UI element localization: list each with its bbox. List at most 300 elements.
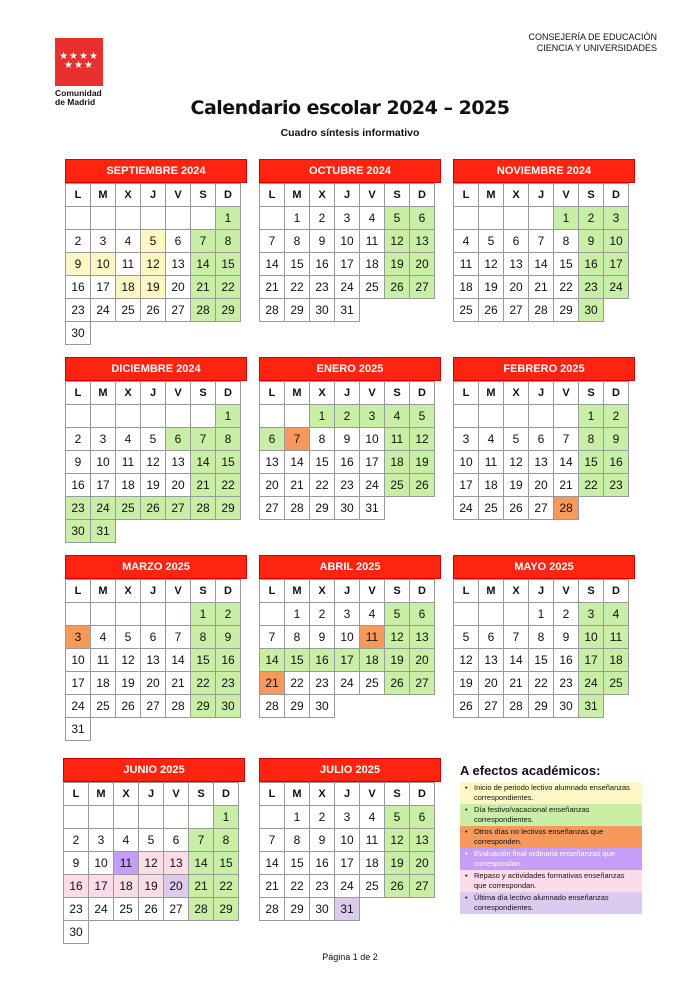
day-cell: 1 xyxy=(285,806,310,829)
week-row xyxy=(66,276,241,299)
weekday-header: X xyxy=(116,184,141,207)
month-title: MARZO 2025 xyxy=(65,555,247,579)
day-cell: 13 xyxy=(166,253,191,276)
weekday-header: X xyxy=(310,580,335,603)
month-grid xyxy=(453,381,629,520)
weekday-header: D xyxy=(214,783,239,806)
day-cell: 11 xyxy=(91,649,116,672)
legend-item-lavender: • Última día lectivo alumnado enseñanzas correspondientes. xyxy=(460,892,642,914)
month-calendar xyxy=(259,555,441,718)
day-cell: 24 xyxy=(89,898,114,921)
day-cell: 7 xyxy=(529,230,554,253)
weekday-header: L xyxy=(454,382,479,405)
month-grid xyxy=(453,579,629,718)
day-cell: 18 xyxy=(360,649,385,672)
weekday-header: L xyxy=(66,382,91,405)
week-row xyxy=(454,299,629,322)
month-calendar xyxy=(259,159,441,322)
day-cell: 4 xyxy=(454,230,479,253)
empty-cell xyxy=(116,322,141,345)
month-title: OCTUBRE 2024 xyxy=(259,159,441,183)
day-cell: 6 xyxy=(410,806,435,829)
day-cell: 15 xyxy=(216,253,241,276)
day-cell: 22 xyxy=(529,672,554,695)
day-cell: 4 xyxy=(604,603,629,626)
empty-cell xyxy=(335,695,360,718)
day-cell: 31 xyxy=(335,299,360,322)
day-cell: 9 xyxy=(604,428,629,451)
day-cell: 2 xyxy=(310,207,335,230)
day-cell: 14 xyxy=(554,451,579,474)
weekday-header: M xyxy=(91,184,116,207)
weekday-header: V xyxy=(360,783,385,806)
day-cell: 14 xyxy=(260,253,285,276)
day-cell: 8 xyxy=(529,626,554,649)
day-cell: 10 xyxy=(91,451,116,474)
day-cell: 3 xyxy=(335,603,360,626)
day-cell: 27 xyxy=(164,898,189,921)
week-row xyxy=(260,806,435,829)
day-cell: 29 xyxy=(216,497,241,520)
day-cell: 18 xyxy=(116,276,141,299)
day-cell: 1 xyxy=(579,405,604,428)
empty-cell xyxy=(164,806,189,829)
weekday-header: J xyxy=(529,184,554,207)
month-title: DICIEMBRE 2024 xyxy=(65,357,247,381)
day-cell: 7 xyxy=(166,626,191,649)
day-cell: 22 xyxy=(285,672,310,695)
day-cell: 24 xyxy=(91,497,116,520)
day-cell: 14 xyxy=(260,649,285,672)
empty-cell xyxy=(166,520,191,543)
day-cell: 6 xyxy=(141,626,166,649)
day-cell: 14 xyxy=(166,649,191,672)
empty-cell xyxy=(191,207,216,230)
legend-items xyxy=(460,782,642,914)
day-cell: 5 xyxy=(116,626,141,649)
day-cell: 16 xyxy=(579,253,604,276)
day-cell: 10 xyxy=(454,451,479,474)
day-cell: 13 xyxy=(479,649,504,672)
day-cell: 11 xyxy=(116,451,141,474)
day-cell: 6 xyxy=(166,230,191,253)
week-row xyxy=(66,299,241,322)
empty-cell xyxy=(89,806,114,829)
day-cell: 15 xyxy=(310,451,335,474)
week-row xyxy=(66,672,241,695)
week-row xyxy=(260,405,435,428)
week-row xyxy=(454,603,629,626)
weekday-header: V xyxy=(360,382,385,405)
empty-cell xyxy=(141,405,166,428)
day-cell: 22 xyxy=(285,875,310,898)
week-row xyxy=(260,898,435,921)
weekday-header: D xyxy=(216,184,241,207)
day-cell: 25 xyxy=(360,875,385,898)
weekday-header: J xyxy=(335,783,360,806)
day-cell: 9 xyxy=(66,253,91,276)
day-cell: 24 xyxy=(335,875,360,898)
day-cell: 2 xyxy=(66,428,91,451)
day-cell: 20 xyxy=(410,649,435,672)
day-cell: 19 xyxy=(385,852,410,875)
day-cell: 20 xyxy=(166,276,191,299)
month-calendar xyxy=(65,555,247,741)
empty-cell xyxy=(139,806,164,829)
day-cell: 28 xyxy=(260,898,285,921)
empty-cell xyxy=(191,405,216,428)
day-cell: 25 xyxy=(385,474,410,497)
day-cell: 20 xyxy=(529,474,554,497)
day-cell: 29 xyxy=(191,695,216,718)
month-title: MAYO 2025 xyxy=(453,555,635,579)
day-cell: 1 xyxy=(554,207,579,230)
day-cell: 21 xyxy=(260,672,285,695)
day-cell: 30 xyxy=(66,520,91,543)
weekday-header: J xyxy=(139,783,164,806)
day-cell: 26 xyxy=(141,497,166,520)
empty-cell xyxy=(91,603,116,626)
day-cell: 25 xyxy=(360,276,385,299)
day-cell: 14 xyxy=(191,451,216,474)
day-cell: 1 xyxy=(214,806,239,829)
day-cell: 26 xyxy=(504,497,529,520)
legend xyxy=(460,763,642,914)
day-cell: 27 xyxy=(410,672,435,695)
weekday-header: S xyxy=(579,580,604,603)
empty-cell xyxy=(189,921,214,944)
week-row xyxy=(64,898,239,921)
day-cell: 9 xyxy=(216,626,241,649)
day-cell: 24 xyxy=(335,672,360,695)
day-cell: 2 xyxy=(335,405,360,428)
empty-cell xyxy=(479,603,504,626)
day-cell: 13 xyxy=(260,451,285,474)
empty-cell xyxy=(216,718,241,741)
empty-cell xyxy=(479,207,504,230)
day-cell: 28 xyxy=(260,695,285,718)
month-title: JULIO 2025 xyxy=(259,758,441,782)
day-cell: 13 xyxy=(410,829,435,852)
day-cell: 2 xyxy=(66,230,91,253)
day-cell: 1 xyxy=(285,603,310,626)
day-cell: 12 xyxy=(116,649,141,672)
weekday-header: S xyxy=(191,184,216,207)
day-cell: 10 xyxy=(335,829,360,852)
weekday-header: M xyxy=(285,184,310,207)
day-cell: 6 xyxy=(260,428,285,451)
day-cell: 4 xyxy=(360,207,385,230)
day-cell: 1 xyxy=(285,207,310,230)
weekday-header: D xyxy=(604,184,629,207)
day-cell: 10 xyxy=(89,852,114,875)
org-line-2: de Madrid xyxy=(55,97,96,107)
day-cell: 3 xyxy=(89,829,114,852)
empty-cell xyxy=(554,405,579,428)
day-cell: 20 xyxy=(164,875,189,898)
day-cell: 16 xyxy=(64,875,89,898)
day-cell: 13 xyxy=(529,451,554,474)
day-cell: 29 xyxy=(554,299,579,322)
day-cell: 8 xyxy=(579,428,604,451)
empty-cell xyxy=(64,806,89,829)
day-cell: 30 xyxy=(66,322,91,345)
legend-item-green: • Día festivo/vacacional enseñanzas correspondientes. xyxy=(460,804,642,826)
day-cell: 27 xyxy=(141,695,166,718)
day-cell: 5 xyxy=(410,405,435,428)
day-cell: 11 xyxy=(114,852,139,875)
day-cell: 17 xyxy=(91,276,116,299)
weekday-header: S xyxy=(385,580,410,603)
empty-cell xyxy=(191,718,216,741)
empty-cell xyxy=(604,299,629,322)
empty-cell xyxy=(479,405,504,428)
day-cell: 12 xyxy=(385,230,410,253)
day-cell: 28 xyxy=(191,497,216,520)
day-cell: 17 xyxy=(360,451,385,474)
day-cell: 26 xyxy=(454,695,479,718)
weekday-header: J xyxy=(529,580,554,603)
weekday-header: X xyxy=(116,382,141,405)
day-cell: 21 xyxy=(260,875,285,898)
week-row xyxy=(454,695,629,718)
weekday-header: V xyxy=(554,184,579,207)
weekday-header: M xyxy=(285,580,310,603)
day-cell: 8 xyxy=(285,829,310,852)
weekday-header: M xyxy=(285,783,310,806)
empty-cell xyxy=(114,921,139,944)
empty-cell xyxy=(260,806,285,829)
day-cell: 30 xyxy=(64,921,89,944)
week-row xyxy=(260,207,435,230)
page-subtitle: Cuadro síntesis informativo xyxy=(280,127,420,139)
day-cell: 15 xyxy=(214,852,239,875)
day-cell: 18 xyxy=(479,474,504,497)
empty-cell xyxy=(114,806,139,829)
day-cell: 27 xyxy=(410,276,435,299)
department xyxy=(528,32,657,54)
week-row xyxy=(260,451,435,474)
day-cell: 14 xyxy=(189,852,214,875)
day-cell: 16 xyxy=(604,451,629,474)
day-cell: 6 xyxy=(166,428,191,451)
week-row xyxy=(66,322,241,345)
weekday-header: S xyxy=(385,184,410,207)
month-title: ENERO 2025 xyxy=(259,357,441,381)
day-cell: 4 xyxy=(360,806,385,829)
comunidad-madrid-logo: ★★★★ ★★★ xyxy=(55,38,103,86)
week-row xyxy=(66,207,241,230)
day-cell: 29 xyxy=(529,695,554,718)
day-cell: 3 xyxy=(454,428,479,451)
day-cell: 20 xyxy=(504,276,529,299)
day-cell: 23 xyxy=(554,672,579,695)
day-cell: 14 xyxy=(529,253,554,276)
day-cell: 23 xyxy=(64,898,89,921)
day-cell: 23 xyxy=(604,474,629,497)
day-cell: 27 xyxy=(410,875,435,898)
day-cell: 5 xyxy=(504,428,529,451)
day-cell: 18 xyxy=(360,253,385,276)
month-grid xyxy=(65,381,241,543)
month-title: NOVIEMBRE 2024 xyxy=(453,159,635,183)
month-grid xyxy=(63,782,239,944)
day-cell: 4 xyxy=(116,230,141,253)
day-cell: 21 xyxy=(260,276,285,299)
legend-item-pink: • Repaso y actividades formativas enseñanzas que correspondan. xyxy=(460,870,642,892)
day-cell: 23 xyxy=(310,276,335,299)
day-cell: 7 xyxy=(260,626,285,649)
week-row xyxy=(454,276,629,299)
week-row xyxy=(454,497,629,520)
empty-cell xyxy=(166,405,191,428)
day-cell: 15 xyxy=(191,649,216,672)
day-cell: 12 xyxy=(479,253,504,276)
day-cell: 17 xyxy=(91,474,116,497)
empty-cell xyxy=(66,207,91,230)
day-cell: 18 xyxy=(454,276,479,299)
weekday-header: S xyxy=(191,580,216,603)
week-row xyxy=(260,428,435,451)
day-cell: 29 xyxy=(214,898,239,921)
weekday-header: L xyxy=(260,783,285,806)
month-grid xyxy=(259,579,435,718)
empty-cell xyxy=(164,921,189,944)
day-cell: 8 xyxy=(285,626,310,649)
day-cell: 11 xyxy=(604,626,629,649)
page-title: Calendario escolar 2024 – 2025 xyxy=(190,97,510,119)
empty-cell xyxy=(410,695,435,718)
empty-cell xyxy=(360,898,385,921)
week-row xyxy=(454,626,629,649)
day-cell: 10 xyxy=(91,253,116,276)
weekday-header: S xyxy=(385,382,410,405)
day-cell: 5 xyxy=(139,829,164,852)
weekday-header: L xyxy=(260,580,285,603)
day-cell: 2 xyxy=(604,405,629,428)
day-cell: 11 xyxy=(385,428,410,451)
day-cell: 23 xyxy=(310,672,335,695)
day-cell: 25 xyxy=(454,299,479,322)
day-cell: 7 xyxy=(260,829,285,852)
day-cell: 12 xyxy=(454,649,479,672)
day-cell: 5 xyxy=(479,230,504,253)
month-grid xyxy=(65,183,241,345)
day-cell: 19 xyxy=(116,672,141,695)
day-cell: 27 xyxy=(260,497,285,520)
day-cell: 13 xyxy=(141,649,166,672)
week-row xyxy=(260,852,435,875)
day-cell: 22 xyxy=(554,276,579,299)
empty-cell xyxy=(454,405,479,428)
day-cell: 26 xyxy=(479,299,504,322)
weekday-header: S xyxy=(579,382,604,405)
empty-cell xyxy=(260,405,285,428)
day-cell: 22 xyxy=(285,276,310,299)
month-calendar xyxy=(453,555,635,718)
day-cell: 20 xyxy=(479,672,504,695)
weekday-header: V xyxy=(166,580,191,603)
day-cell: 26 xyxy=(410,474,435,497)
day-cell: 26 xyxy=(385,276,410,299)
day-cell: 17 xyxy=(335,649,360,672)
day-cell: 2 xyxy=(554,603,579,626)
month-calendar xyxy=(65,357,247,543)
day-cell: 17 xyxy=(89,875,114,898)
week-row xyxy=(260,230,435,253)
empty-cell xyxy=(191,322,216,345)
day-cell: 18 xyxy=(114,875,139,898)
day-cell: 8 xyxy=(310,428,335,451)
day-cell: 9 xyxy=(310,829,335,852)
day-cell: 16 xyxy=(335,451,360,474)
week-row xyxy=(454,672,629,695)
day-cell: 29 xyxy=(285,898,310,921)
day-cell: 16 xyxy=(216,649,241,672)
empty-cell xyxy=(454,207,479,230)
week-row xyxy=(260,875,435,898)
day-cell: 6 xyxy=(479,626,504,649)
day-cell: 29 xyxy=(285,695,310,718)
week-row xyxy=(454,405,629,428)
day-cell: 23 xyxy=(310,875,335,898)
day-cell: 4 xyxy=(91,626,116,649)
day-cell: 28 xyxy=(191,299,216,322)
weekday-header: D xyxy=(410,184,435,207)
empty-cell xyxy=(385,299,410,322)
day-cell: 19 xyxy=(141,276,166,299)
day-cell: 24 xyxy=(91,299,116,322)
weekday-header: X xyxy=(114,783,139,806)
empty-cell xyxy=(116,603,141,626)
weekday-header: V xyxy=(360,580,385,603)
empty-cell xyxy=(116,207,141,230)
day-cell: 8 xyxy=(191,626,216,649)
empty-cell xyxy=(91,405,116,428)
day-cell: 16 xyxy=(554,649,579,672)
empty-cell xyxy=(66,405,91,428)
weekday-header: L xyxy=(64,783,89,806)
weekday-header: D xyxy=(410,580,435,603)
month-title: JUNIO 2025 xyxy=(63,758,245,782)
day-cell: 13 xyxy=(410,626,435,649)
day-cell: 24 xyxy=(579,672,604,695)
empty-cell xyxy=(89,921,114,944)
week-row xyxy=(260,672,435,695)
day-cell: 26 xyxy=(116,695,141,718)
day-cell: 22 xyxy=(216,474,241,497)
day-cell: 14 xyxy=(504,649,529,672)
month-title: ABRIL 2025 xyxy=(259,555,441,579)
weekday-header: M xyxy=(479,382,504,405)
weekday-header: M xyxy=(479,580,504,603)
day-cell: 20 xyxy=(141,672,166,695)
day-cell: 26 xyxy=(139,898,164,921)
day-cell: 30 xyxy=(554,695,579,718)
week-row xyxy=(66,603,241,626)
week-row xyxy=(454,207,629,230)
empty-cell xyxy=(216,520,241,543)
day-cell: 2 xyxy=(579,207,604,230)
day-cell: 19 xyxy=(410,451,435,474)
day-cell: 3 xyxy=(579,603,604,626)
day-cell: 20 xyxy=(166,474,191,497)
week-row xyxy=(454,451,629,474)
week-row xyxy=(260,474,435,497)
empty-cell xyxy=(385,695,410,718)
month-calendar xyxy=(259,758,441,921)
weekday-header: D xyxy=(216,382,241,405)
